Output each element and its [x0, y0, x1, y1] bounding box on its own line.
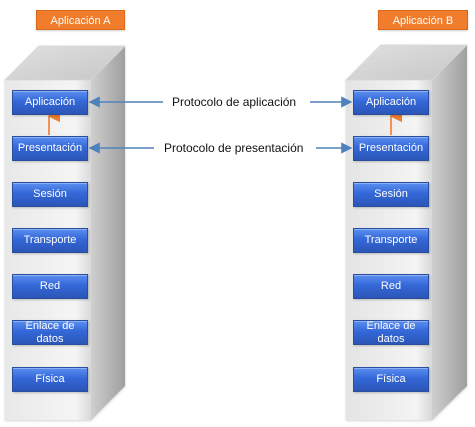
left-layer-transport: Transporte [12, 228, 88, 253]
right-layer-presentation: Presentación [353, 136, 429, 161]
left-layer-presentation: Presentación [12, 136, 88, 161]
right-layer-application: Aplicación [353, 90, 429, 115]
right-layer-data-link: Enlace de datos [353, 320, 429, 345]
right-layer-network: Red [353, 274, 429, 299]
application-protocol-label: Protocolo de aplicación [168, 95, 300, 109]
left-layer-application: Aplicación [12, 90, 88, 115]
right-layer-session: Sesión [353, 182, 429, 207]
right-layer-physical: Física [353, 367, 429, 392]
left-layer-data-link: Enlace de datos [12, 320, 88, 345]
left-layer-session: Sesión [12, 182, 88, 207]
presentation-protocol-label: Protocolo de presentación [160, 141, 307, 155]
application-a-tag: Aplicación A [36, 10, 125, 30]
left-layer-physical: Física [12, 367, 88, 392]
left-layer-network: Red [12, 274, 88, 299]
application-b-tag: Aplicación B [378, 10, 468, 30]
right-layer-transport: Transporte [353, 228, 429, 253]
